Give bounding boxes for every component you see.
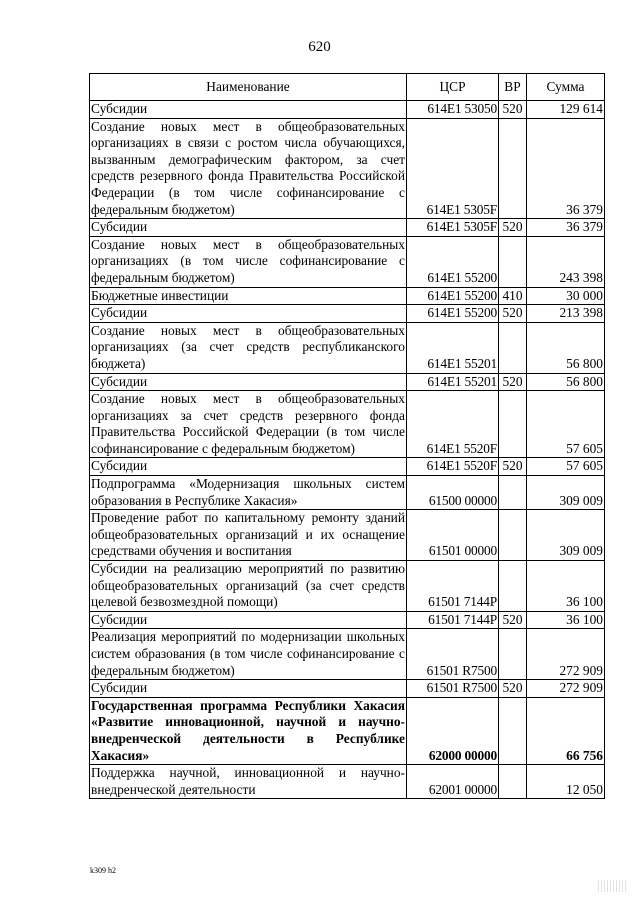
table-row [90, 219, 605, 237]
row-vr-cell [499, 561, 527, 612]
row-vr-cell [499, 322, 527, 373]
row-name-cell: Создание новых мест в общеобразовательных организациях за счет средств резервного фонда Правительства Российской Федерации (в том числе софинансирование с федеральным бюджетом) [90, 391, 407, 458]
row-sum-cell: 243 398 [527, 236, 605, 287]
table-row [90, 680, 605, 698]
row-code-cell: 61501 R7500 [407, 629, 499, 680]
row-sum-cell: 36 379 [527, 118, 605, 219]
row-name-cell: Субсидии [90, 680, 407, 698]
table-row [90, 476, 605, 510]
row-vr-cell: 520 [499, 305, 527, 323]
table-row [90, 629, 605, 680]
table-row [90, 510, 605, 561]
row-vr-cell: 520 [499, 219, 527, 237]
row-vr-cell: 410 [499, 287, 527, 305]
row-vr-cell: 520 [499, 101, 527, 119]
table-row [90, 765, 605, 799]
row-vr-cell: 520 [499, 611, 527, 629]
row-code-cell: 614E1 5520F [407, 458, 499, 476]
row-name-cell: Государственная программа Республики Хакасия «Развитие инновационной, научной и научно-внедренческой деятельности в Республике Хакасия» [90, 697, 407, 764]
table-row [90, 305, 605, 323]
row-name-cell: Подпрограмма «Модернизация школьных систем образования в Республике Хакасия» [90, 476, 407, 510]
table-row [90, 118, 605, 219]
row-code-cell: 614E1 53050 [407, 101, 499, 119]
row-name-cell: Создание новых мест в общеобразовательных организациях (за счет средств республиканского бюджета) [90, 322, 407, 373]
row-sum-cell: 129 614 [527, 101, 605, 119]
row-code-cell: 614E1 5305F [407, 118, 499, 219]
row-code-cell: 62001 00000 [407, 765, 499, 799]
header-code: ЦСР [407, 74, 499, 101]
row-code-cell: 614E1 55200 [407, 305, 499, 323]
header-name: Наименование [90, 74, 407, 101]
row-name-cell: Субсидии [90, 101, 407, 119]
row-vr-cell: 520 [499, 680, 527, 698]
table-row [90, 322, 605, 373]
table-row [90, 373, 605, 391]
row-name-cell: Бюджетные инвестиции [90, 287, 407, 305]
table-header-row [90, 74, 605, 101]
table-row [90, 561, 605, 612]
table-row [90, 391, 605, 458]
budget-table [89, 73, 605, 799]
row-vr-cell [499, 391, 527, 458]
row-sum-cell: 272 909 [527, 680, 605, 698]
row-name-cell: Субсидии [90, 611, 407, 629]
row-sum-cell: 12 050 [527, 765, 605, 799]
row-sum-cell: 309 009 [527, 476, 605, 510]
row-sum-cell: 56 800 [527, 373, 605, 391]
table-row [90, 458, 605, 476]
row-vr-cell [499, 118, 527, 219]
row-name-cell: Создание новых мест в общеобразовательных организациях (в том числе софинансирование с федеральным бюджетом) [90, 236, 407, 287]
page-number: 620 [308, 39, 331, 55]
row-name-cell: Проведение работ по капитальному ремонту зданий общеобразовательных организаций и их оснащение средствами обучения и воспитания [90, 510, 407, 561]
table-body [90, 101, 605, 799]
row-code-cell: 61501 7144P [407, 561, 499, 612]
row-code-cell: 614E1 55201 [407, 373, 499, 391]
row-code-cell: 62000 00000 [407, 697, 499, 764]
row-sum-cell: 30 000 [527, 287, 605, 305]
row-code-cell: 61501 R7500 [407, 680, 499, 698]
row-vr-cell [499, 510, 527, 561]
row-name-cell: Субсидии [90, 458, 407, 476]
row-sum-cell: 66 756 [527, 697, 605, 764]
table-row [90, 101, 605, 119]
row-code-cell: 614E1 5305F [407, 219, 499, 237]
footer-code: k309 h2 [90, 866, 116, 875]
scan-artifact [598, 880, 628, 892]
row-name-cell: Субсидии [90, 305, 407, 323]
row-code-cell: 614E1 55200 [407, 287, 499, 305]
header-vr: ВР [499, 74, 527, 101]
row-sum-cell: 309 009 [527, 510, 605, 561]
row-code-cell: 61501 7144P [407, 611, 499, 629]
header-sum: Сумма [527, 74, 605, 101]
row-sum-cell: 57 605 [527, 391, 605, 458]
row-sum-cell: 36 379 [527, 219, 605, 237]
table-row [90, 287, 605, 305]
row-name-cell: Субсидии [90, 219, 407, 237]
row-name-cell: Создание новых мест в общеобразовательных организациях в связи с ростом числа обучающихся, вызванным демографическим фактором, за счет средств резервного фонда Правительства Российской Федерации (в том числе софинансирование с федеральным бюджетом) [90, 118, 407, 219]
row-vr-cell [499, 765, 527, 799]
row-sum-cell: 36 100 [527, 611, 605, 629]
row-vr-cell: 520 [499, 373, 527, 391]
row-vr-cell: 520 [499, 458, 527, 476]
row-code-cell: 61501 00000 [407, 510, 499, 561]
table-row [90, 236, 605, 287]
row-name-cell: Субсидии [90, 373, 407, 391]
row-vr-cell [499, 476, 527, 510]
row-vr-cell [499, 236, 527, 287]
row-code-cell: 614E1 55201 [407, 322, 499, 373]
row-sum-cell: 57 605 [527, 458, 605, 476]
row-sum-cell: 56 800 [527, 322, 605, 373]
row-name-cell: Субсидии на реализацию мероприятий по развитию общеобразовательных организаций (за счет средств целевой безвозмездной помощи) [90, 561, 407, 612]
row-sum-cell: 36 100 [527, 561, 605, 612]
table-row [90, 697, 605, 764]
row-code-cell: 614E1 5520F [407, 391, 499, 458]
row-name-cell: Поддержка научной, инновационной и научно-внедренческой деятельности [90, 765, 407, 799]
table-row [90, 611, 605, 629]
row-vr-cell [499, 629, 527, 680]
row-code-cell: 61500 00000 [407, 476, 499, 510]
row-sum-cell: 213 398 [527, 305, 605, 323]
row-name-cell: Реализация мероприятий по модернизации школьных систем образования (в том числе софинансирование с федеральным бюджетом) [90, 629, 407, 680]
row-code-cell: 614E1 55200 [407, 236, 499, 287]
row-sum-cell: 272 909 [527, 629, 605, 680]
row-vr-cell [499, 697, 527, 764]
